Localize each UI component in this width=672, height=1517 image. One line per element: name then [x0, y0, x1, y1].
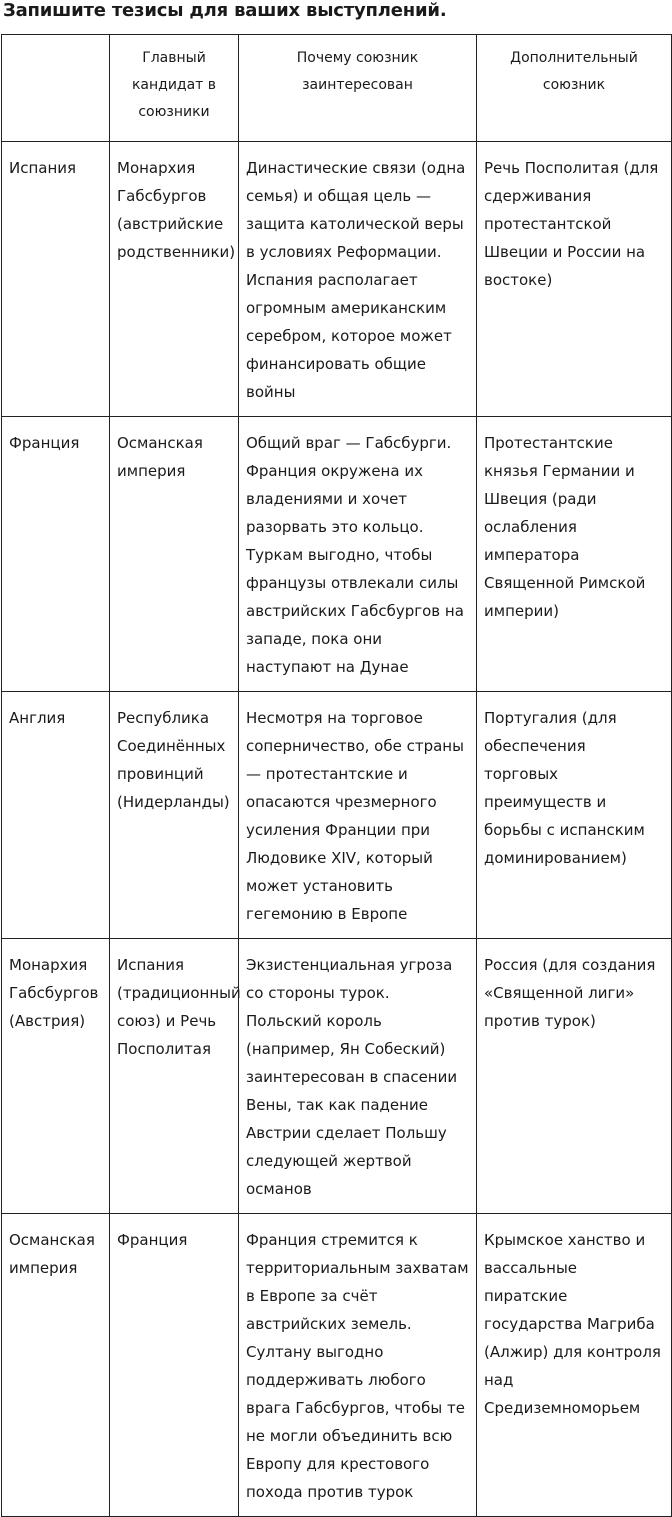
cell-main-ally: Испания (традиционный союз) и Речь Посполитая — [110, 939, 239, 1214]
cell-country: Монархия Габсбургов (Австрия) — [2, 939, 110, 1214]
cell-extra-ally: Россия (для создания «Священной лиги» против турок) — [477, 939, 672, 1214]
cell-extra-ally: Протестантские князья Германии и Швеция (ради ослабления императора Священной Римской империи) — [477, 417, 672, 692]
header-cell-reason: Почему союзник заинтересован — [239, 35, 477, 142]
page-title: Запишите тезисы для ваших выступлений. — [3, 0, 447, 21]
cell-reason: Франция стремится к территориальным захватам в Европе за счёт австрийских земель. Султану выгодно поддерживать любого врага Габсбургов, чтобы те не могли объединить всю Европу для крестового похода против турок — [239, 1214, 477, 1517]
cell-reason: Несмотря на торговое соперничество, обе страны — протестантские и опасаются чрезмерного усиления Франции при Людовике XIV, который может установить гегемонию в Европе — [239, 692, 477, 939]
cell-country: Османская империя — [2, 1214, 110, 1517]
cell-country: Испания — [2, 142, 110, 417]
cell-main-ally: Османская империя — [110, 417, 239, 692]
cell-reason: Общий враг — Габсбурги. Франция окружена их владениями и хочет разорвать это кольцо. Туркам выгодно, чтобы французы отвлекали силы австрийских Габсбургов на западе, пока они наступают на Дунае — [239, 417, 477, 692]
theses-table — [1, 34, 672, 1517]
table-row — [2, 142, 672, 417]
cell-extra-ally: Португалия (для обеспечения торговых преимуществ и борьбы с испанским доминированием) — [477, 692, 672, 939]
table-row — [2, 1214, 672, 1517]
cell-main-ally: Республика Соединённых провинций (Нидерланды) — [110, 692, 239, 939]
table-header-row — [2, 35, 672, 142]
cell-main-ally: Монархия Габсбургов (австрийские родственники) — [110, 142, 239, 417]
cell-main-ally: Франция — [110, 1214, 239, 1517]
header-cell-country — [2, 35, 110, 142]
table-row — [2, 692, 672, 939]
table-row — [2, 939, 672, 1214]
cell-country: Франция — [2, 417, 110, 692]
cell-extra-ally: Крымское ханство и вассальные пиратские государства Магриба (Алжир) для контроля над Средиземноморьем — [477, 1214, 672, 1517]
header-cell-extra-ally: Дополнительный союзник — [477, 35, 672, 142]
cell-country: Англия — [2, 692, 110, 939]
table-row — [2, 417, 672, 692]
cell-extra-ally: Речь Посполитая (для сдерживания протестантской Швеции и России на востоке) — [477, 142, 672, 417]
cell-reason: Экзистенциальная угроза со стороны турок. Польский король (например, Ян Собеский) заинтересован в спасении Вены, так как падение Австрии сделает Польшу следующей жертвой османов — [239, 939, 477, 1214]
header-cell-main-ally: Главный кандидат в союзники — [110, 35, 239, 142]
cell-reason: Династические связи (одна семья) и общая цель — защита католической веры в условиях Реформации. Испания располагает огромным американским серебром, которое может финансировать общие войны — [239, 142, 477, 417]
